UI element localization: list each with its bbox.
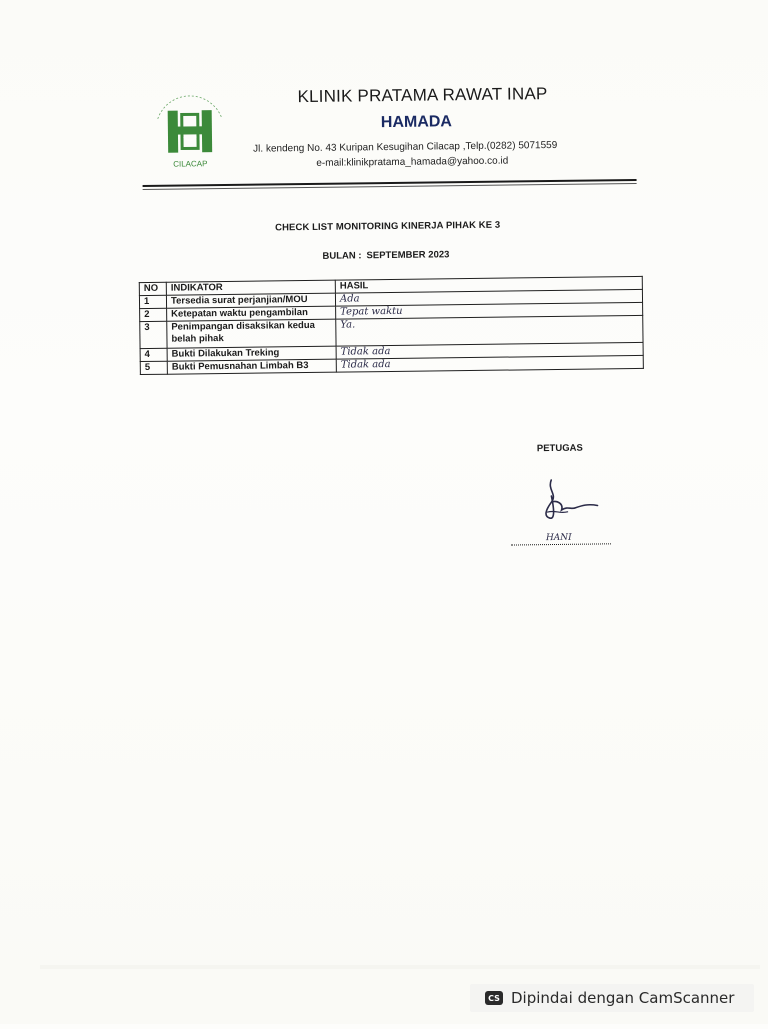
- officer-name: HANI: [545, 532, 572, 544]
- row-result: Tidak ada: [336, 342, 643, 359]
- row-indicator: Bukti Pemusnahan Limbah B3: [167, 359, 336, 374]
- logo-caption: CILACAP: [173, 159, 208, 169]
- row-result: Tidak ada: [336, 355, 643, 372]
- row-number: 2: [140, 308, 167, 321]
- row-result: Ada: [335, 289, 642, 306]
- month-label: BULAN :: [322, 250, 362, 262]
- month-value: SEPTEMBER 2023: [366, 249, 450, 262]
- camscanner-icon: CS: [485, 991, 503, 1005]
- clinic-logo: [147, 88, 232, 173]
- camscanner-text: Dipindai dengan CamScanner: [511, 989, 735, 1007]
- month-line: [322, 249, 449, 262]
- row-indicator: Ketepatan waktu pengambilan: [167, 306, 336, 321]
- row-indicator: Penimpangan disaksikan kedua belah pihak: [167, 319, 336, 348]
- row-number: 4: [140, 348, 167, 361]
- header-indicator: INDIKATOR: [166, 280, 335, 295]
- header-no: NO: [139, 282, 166, 295]
- row-indicator: Bukti Dilakukan Treking: [167, 346, 336, 361]
- row-indicator: Tersedia surat perjanjian/MOU: [166, 293, 335, 308]
- scan-edge-shadow: [40, 965, 760, 969]
- clinic-subname: HAMADA: [380, 113, 453, 132]
- header-result: HASIL: [335, 276, 642, 293]
- document-title: CHECK LIST MONITORING KINERJA PIHAK KE 3: [275, 219, 501, 234]
- checklist-table: [139, 276, 644, 375]
- clinic-email: e-mail:klinikpratama_hamada@yahoo.co.id: [316, 155, 509, 169]
- row-result: Ya.: [336, 315, 643, 346]
- row-number: 3: [140, 321, 167, 348]
- officer-label: PETUGAS: [536, 442, 583, 455]
- clinic-address: Jl. kendeng No. 43 Kuripan Kesugihan Cilacap ,Telp.(0282) 5071559: [253, 139, 558, 155]
- handwritten-signature: [537, 475, 608, 524]
- camscanner-watermark: [470, 984, 754, 1012]
- clinic-name: KLINIK PRATAMA RAWAT INAP: [297, 84, 548, 107]
- checklist-table-container: [139, 276, 644, 375]
- row-result: Tepat waktu: [336, 302, 643, 319]
- row-number: 5: [140, 361, 167, 374]
- row-number: 1: [139, 295, 166, 308]
